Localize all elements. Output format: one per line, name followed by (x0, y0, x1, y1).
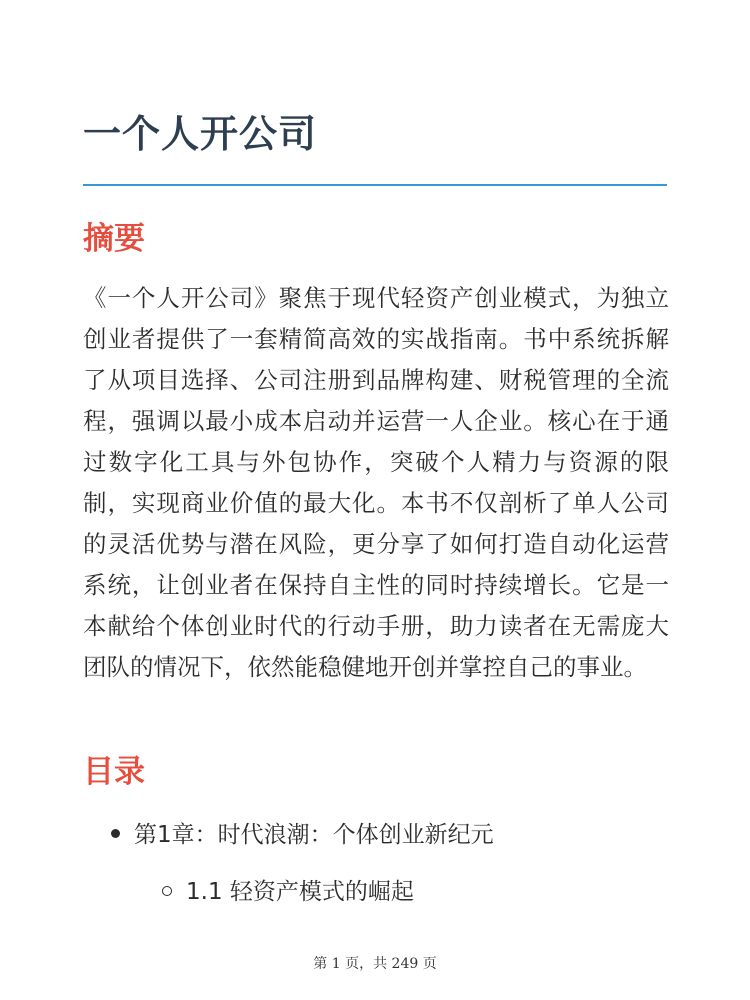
abstract-paragraph: 《一个人开公司》聚焦于现代轻资产创业模式，为独立创业者提供了一套精简高效的实战指南。书中系统拆解了从项目选择、公司注册到品牌构建、财税管理的全流程，强调以最小成本启动并运营一人企业。核心在于通过数字化工具与外包协作，突破个人精力与资源的限制，实现商业价值的最大化。本书不仅剖析了单人公司的灵活优势与潜在风险，更分享了如何打造自动化运营系统，让创业者在保持自主性的同时持续增长。它是一本献给个体创业时代的行动手册，助力读者在无需庞大团队的情况下，依然能稳健地开创并掌控自己的事业。 (83, 284, 669, 681)
toc-chapter-label: 第1章：时代浪潮：个体创业新纪元 (134, 822, 494, 848)
page-footer: 第 1 页，共 249 页 (313, 956, 437, 972)
bullet-circle-icon (162, 886, 172, 896)
title-divider (83, 184, 667, 186)
toc-chapter-item[interactable] (111, 818, 494, 852)
abstract-heading: 摘要 (83, 221, 145, 257)
toc-section-label: 1.1 轻资产模式的崛起 (186, 879, 414, 905)
document-title: 一个人开公司 (83, 112, 318, 156)
toc-heading: 目录 (83, 754, 145, 790)
toc-section-item[interactable] (162, 875, 414, 909)
bullet-disc-icon (111, 829, 120, 838)
